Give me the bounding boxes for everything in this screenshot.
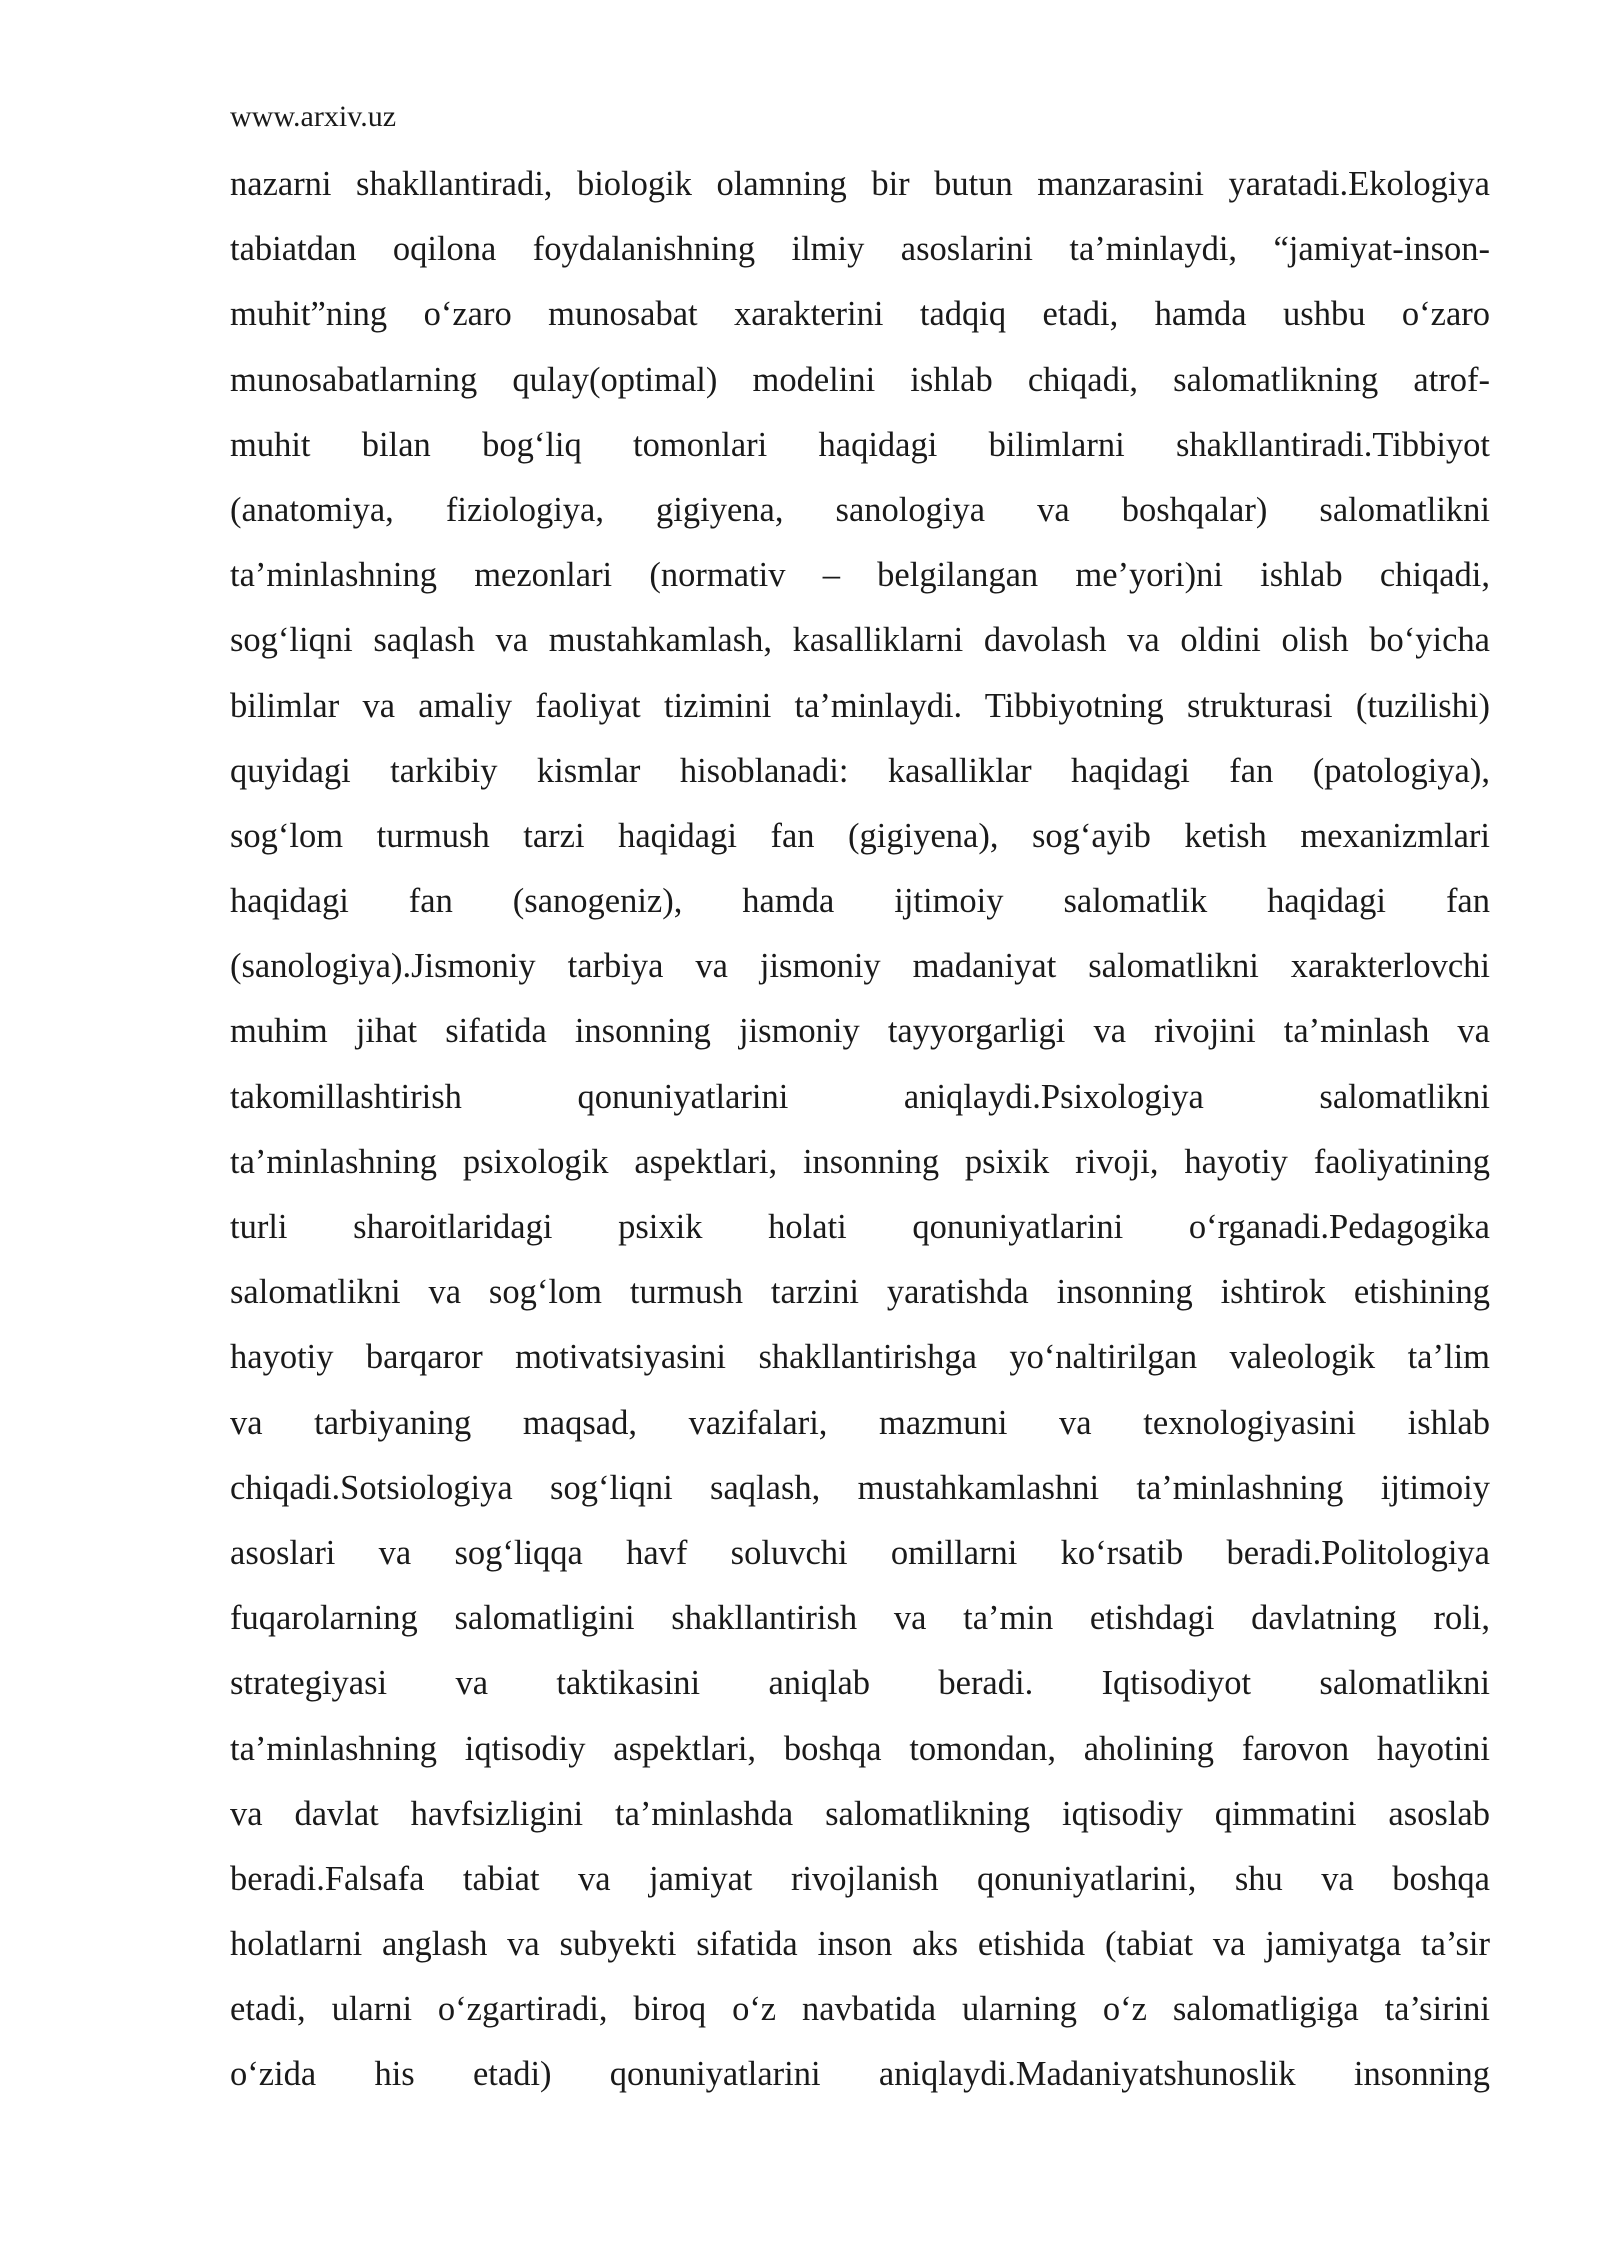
text-line: (anatomiya, fiziologiya, gigiyena, sanologiya va boshqalar) salomatlikni	[230, 490, 1490, 529]
text-line: chiqadi.Sotsiologiya sog‘liqni saqlash, mustahkamlashni ta’minlashning ijtimoiy	[230, 1468, 1490, 1507]
text-line: beradi.Falsafa tabiat va jamiyat rivojlanish qonuniyatlarini, shu va boshqa	[230, 1859, 1490, 1898]
body-text	[230, 152, 1490, 2108]
text-line: tabiatdan oqilona foydalanishning ilmiy asoslarini ta’minlaydi, “jamiyat-inson-	[230, 230, 1490, 269]
text-line: hayotiy barqaror motivatsiyasini shakllantirishga yo‘naltirilgan valeologik ta’lim	[230, 1338, 1490, 1377]
text-line: nazarni shakllantiradi, biologik olamning bir butun manzarasini yaratadi.Ekologiya	[230, 165, 1490, 203]
text-line: etadi, ularni o‘zgartiradi, biroq o‘z navbatida ularning o‘z salomatligiga ta’sirini	[230, 1990, 1490, 2029]
text-line: va tarbiyaning maqsad, vazifalari, mazmuni va texnologiyasini ishlab	[230, 1403, 1490, 1442]
text-line: turli sharoitlaridagi psixik holati qonuniyatlarini o‘rganadi.Pedagogika	[230, 1208, 1490, 1246]
text-line: sog‘liqni saqlash va mustahkamlash, kasalliklarni davolash va oldini olish bo‘yicha	[230, 621, 1490, 660]
text-line: quyidagi tarkibiy kismlar hisoblanadi: kasalliklar haqidagi fan (patologiya),	[230, 751, 1490, 790]
text-line: ta’minlashning mezonlari (normativ – belgilangan me’yori)ni ishlab chiqadi,	[230, 556, 1490, 595]
text-line: strategiyasi va taktikasini aniqlab beradi. Iqtisodiyot salomatlikni	[230, 1664, 1490, 1703]
text-line: (sanologiya).Jismoniy tarbiya va jismoniy madaniyat salomatlikni xarakterlovchi	[230, 947, 1490, 986]
text-line: bilimlar va amaliy faoliyat tizimini ta’minlaydi. Tibbiyotning strukturasi (tuzilishi)	[230, 686, 1490, 725]
text-line: muhim jihat sifatida insonning jismoniy tayyorgarligi va rivojini ta’minlash va	[230, 1012, 1490, 1051]
text-line: holatlarni anglash va subyekti sifatida inson aks etishida (tabiat va jamiyatga ta’sir	[230, 1925, 1490, 1964]
text-line: takomillashtirish qonuniyatlarini aniqlaydi.Psixologiya salomatlikni	[230, 1077, 1490, 1116]
text-line: muhit”ning o‘zaro munosabat xarakterini tadqiq etadi, hamda ushbu o‘zaro	[230, 295, 1490, 334]
text-line: muhit bilan bog‘liq tomonlari haqidagi bilimlarni shakllantiradi.Tibbiyot	[230, 425, 1490, 464]
text-line: haqidagi fan (sanogeniz), hamda ijtimoiy salomatlik haqidagi fan	[230, 882, 1490, 921]
text-line: sog‘lom turmush tarzi haqidagi fan (gigiyena), sog‘ayib ketish mexanizmlari	[230, 816, 1490, 855]
text-line: salomatlikni va sog‘lom turmush tarzini yaratishda insonning ishtirok etishining	[230, 1273, 1490, 1312]
site-url-header: www.arxiv.uz	[230, 100, 397, 133]
text-line: ta’minlashning psixologik aspektlari, insonning psixik rivoji, hayotiy faoliyatining	[230, 1142, 1490, 1181]
text-line: ta’minlashning iqtisodiy aspektlari, boshqa tomondan, aholining farovon hayotini	[230, 1729, 1490, 1768]
text-line: asoslari va sog‘liqqa havf soluvchi omillarni ko‘rsatib beradi.Politologiya	[230, 1533, 1490, 1572]
text-line: munosabatlarning qulay(optimal) modelini ishlab chiqadi, salomatlikning atrof-	[230, 360, 1490, 399]
text-line: fuqarolarning salomatligini shakllantirish va ta’min etishdagi davlatning roli,	[230, 1599, 1490, 1638]
text-line: o‘zida his etadi) qonuniyatlarini aniqlaydi.Madaniyatshunoslik insonning	[230, 2055, 1490, 2094]
text-line: va davlat havfsizligini ta’minlashda salomatlikning iqtisodiy qimmatini asoslab	[230, 1794, 1490, 1833]
